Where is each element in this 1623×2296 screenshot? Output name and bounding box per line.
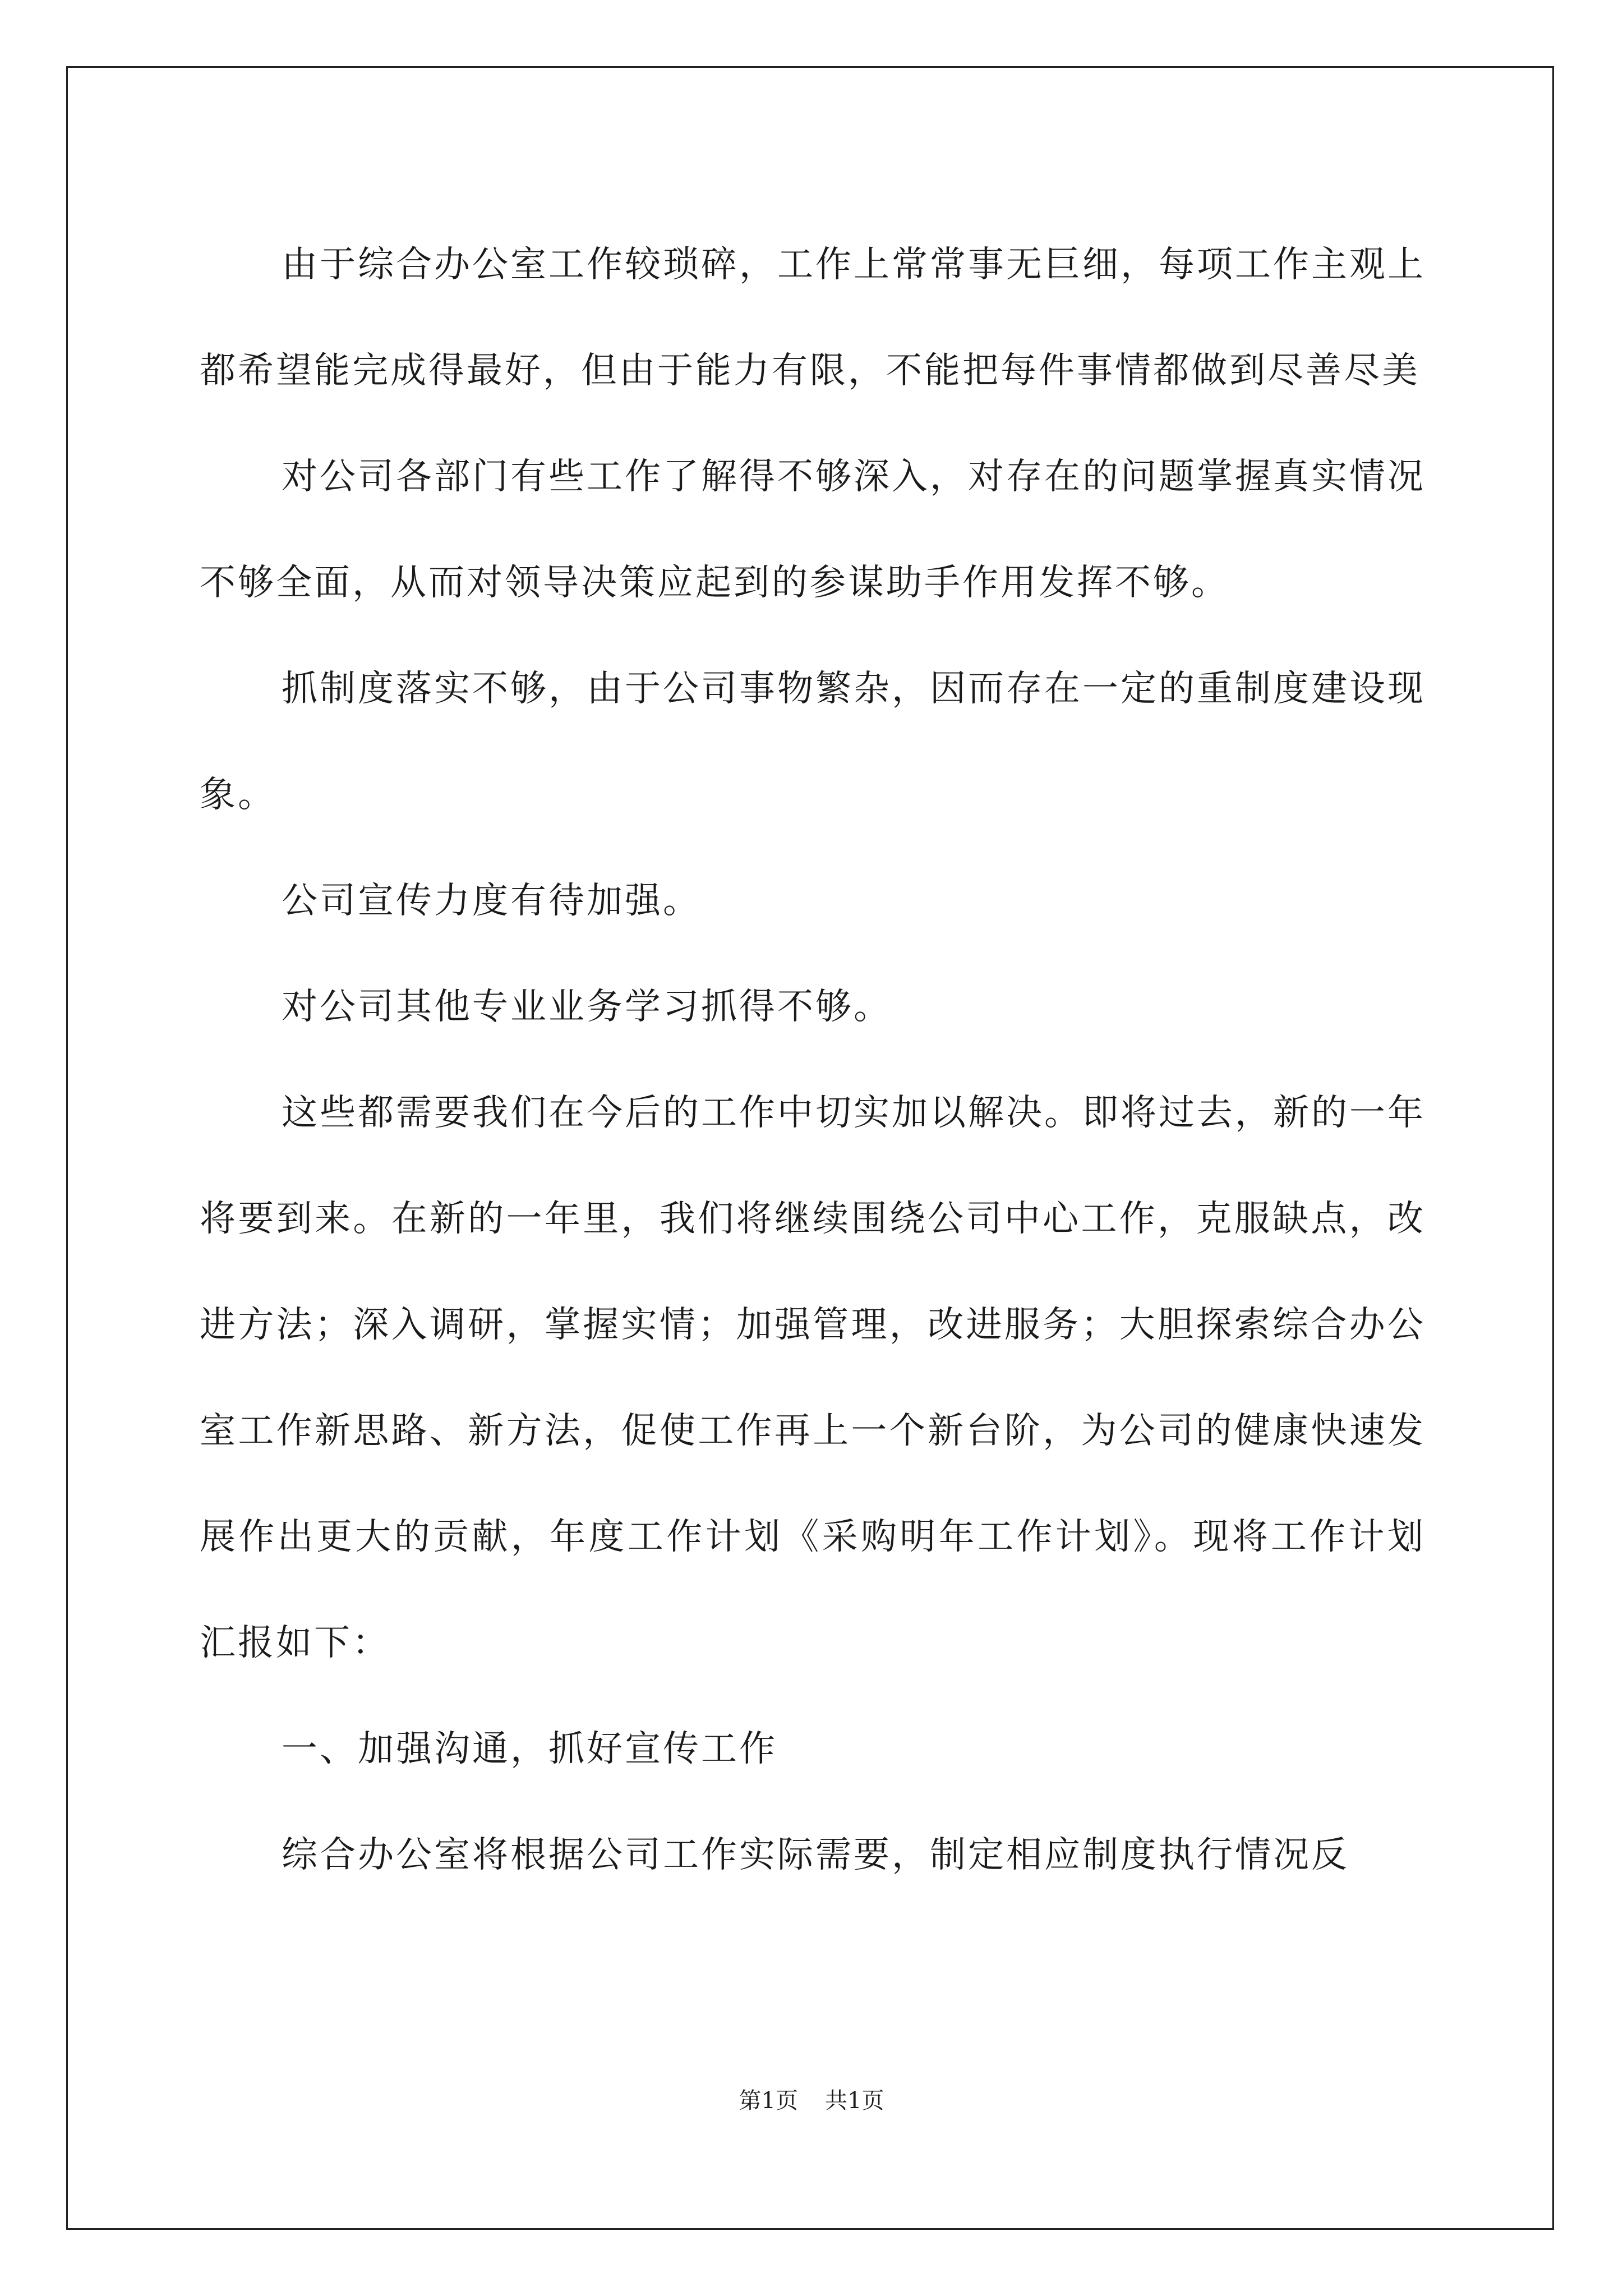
- section-heading: 一、加强沟通，抓好宣传工作: [282, 1728, 777, 1770]
- paragraph: 公司宣传力度有待加强。: [282, 880, 701, 922]
- page-total: 共1页: [825, 2088, 884, 2114]
- paragraph: 对公司其他专业业务学习抓得不够。: [282, 986, 892, 1028]
- paragraph: 综合办公室将根据公司工作实际需要，制定相应制度执行情况反: [282, 1834, 1349, 1876]
- paragraph: 由于综合办公室工作较琐碎，工作上常常事无巨细，每项工作主观上都希望能完成得最好，但由于能力有限，不能把每件事情都做到尽善尽美: [200, 244, 1426, 392]
- paragraph: 对公司各部门有些工作了解得不够深入，对存在的问题掌握真实情况不够全面，从而对领导决策应起到的参谋助手作用发挥不够。: [200, 456, 1426, 604]
- paragraph: 抓制度落实不够，由于公司事物繁杂，因而存在一定的重制度建设现象。: [200, 668, 1426, 816]
- page-number: 第1页: [739, 2088, 798, 2114]
- document-body: [200, 212, 1426, 1908]
- paragraph: 这些都需要我们在今后的工作中切实加以解决。即将过去，新的一年将要到来。在新的一年里，我们将继续围绕公司中心工作，克服缺点，改进方法；深入调研，掌握实情；加强管理，改进服务；大胆探索综合办公室工作新思路、新方法，促使工作再上一个新台阶，为公司的健康快速发展作出更大的贡献，年度工作计划《采购明年工作计划》。现将工作计划汇报如下：: [200, 1092, 1426, 1664]
- page-footer: [0, 2084, 1623, 2118]
